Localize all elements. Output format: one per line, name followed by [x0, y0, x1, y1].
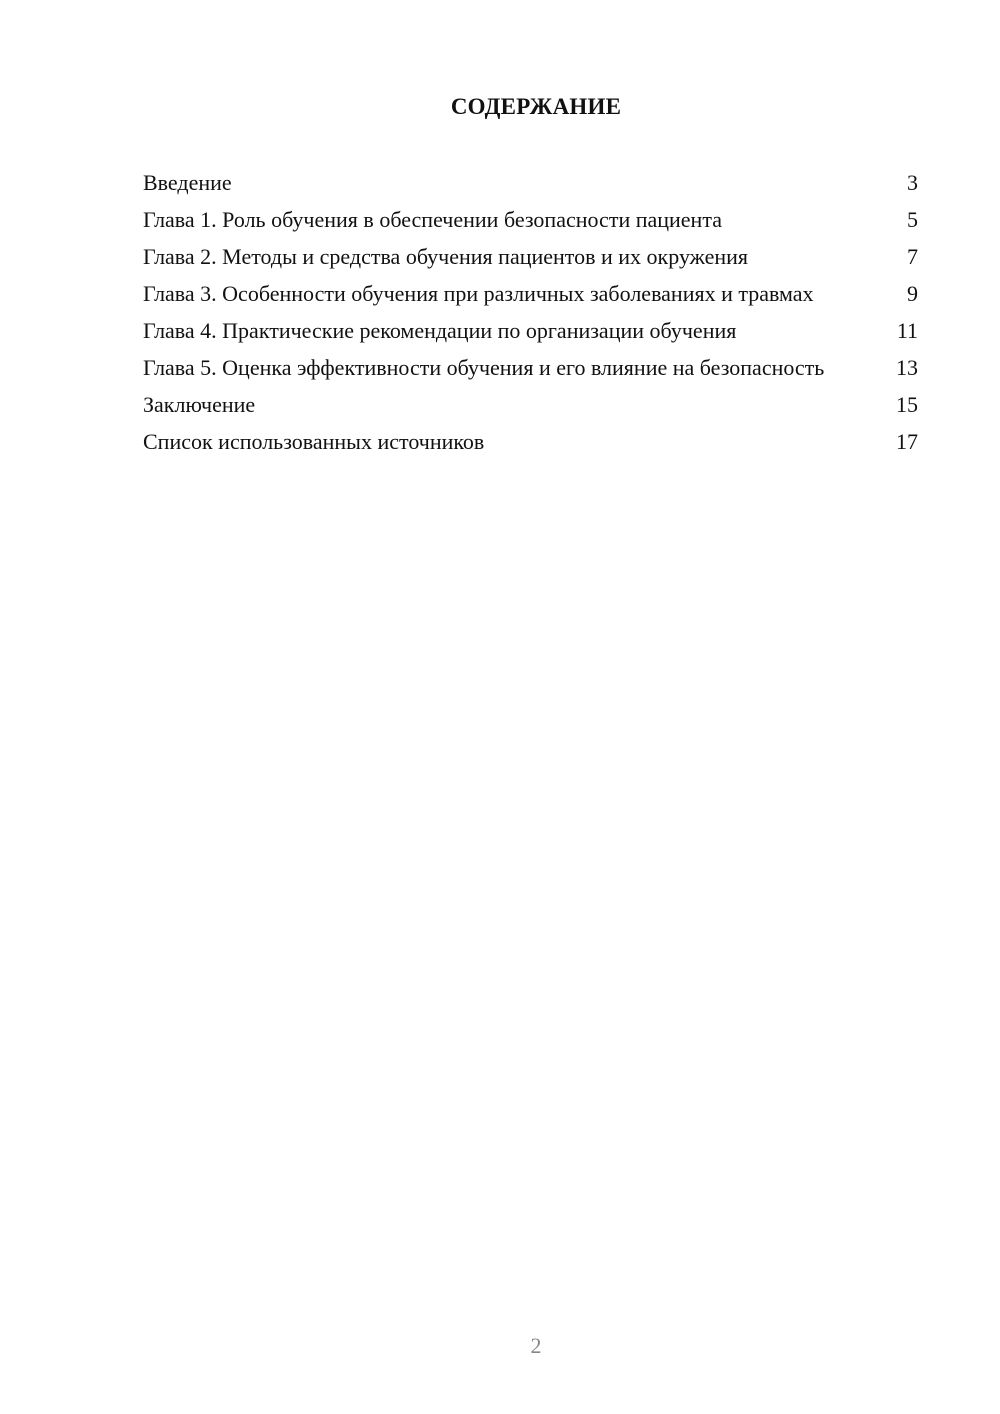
toc-entry-page: 5: [907, 207, 918, 232]
toc-entry[interactable]: [143, 280, 918, 307]
toc-entry-text: Глава 2. Методы и средства обучения пациентов и их окружения: [143, 244, 748, 269]
toc-entry-text: Глава 3. Особенности обучения при различных заболеваниях и травмах: [143, 281, 814, 306]
toc-title: СОДЕРЖАНИЕ: [450, 94, 622, 119]
toc-entry-page: 7: [907, 244, 918, 269]
table-of-contents: [143, 169, 918, 465]
toc-entry[interactable]: [143, 391, 918, 418]
toc-entry-text: Заключение: [143, 392, 256, 417]
toc-entry-text: Глава 4. Практические рекомендации по организации обучения: [143, 318, 737, 343]
toc-entry-page: 17: [896, 429, 918, 454]
toc-entry[interactable]: [143, 317, 918, 344]
toc-entry[interactable]: [143, 428, 918, 455]
toc-entry-text: Введение: [143, 170, 232, 195]
toc-entry-page: 13: [896, 355, 918, 380]
toc-entry[interactable]: [143, 206, 918, 233]
toc-entry-text: Глава 1. Роль обучения в обеспечении безопасности пациента: [143, 207, 722, 232]
toc-entry[interactable]: [143, 243, 918, 270]
toc-entry-text: Список использованных источников: [143, 429, 485, 454]
toc-entry-page: 11: [896, 318, 918, 343]
toc-entry[interactable]: [143, 169, 918, 196]
toc-entry[interactable]: [143, 354, 918, 381]
toc-entry-page: 9: [907, 281, 918, 306]
toc-entry-page: 15: [896, 392, 918, 417]
toc-entry-text: Глава 5. Оценка эффективности обучения и его влияние на безопасность: [143, 355, 825, 380]
page-number: 2: [530, 1333, 542, 1358]
toc-entry-page: 3: [907, 170, 918, 195]
